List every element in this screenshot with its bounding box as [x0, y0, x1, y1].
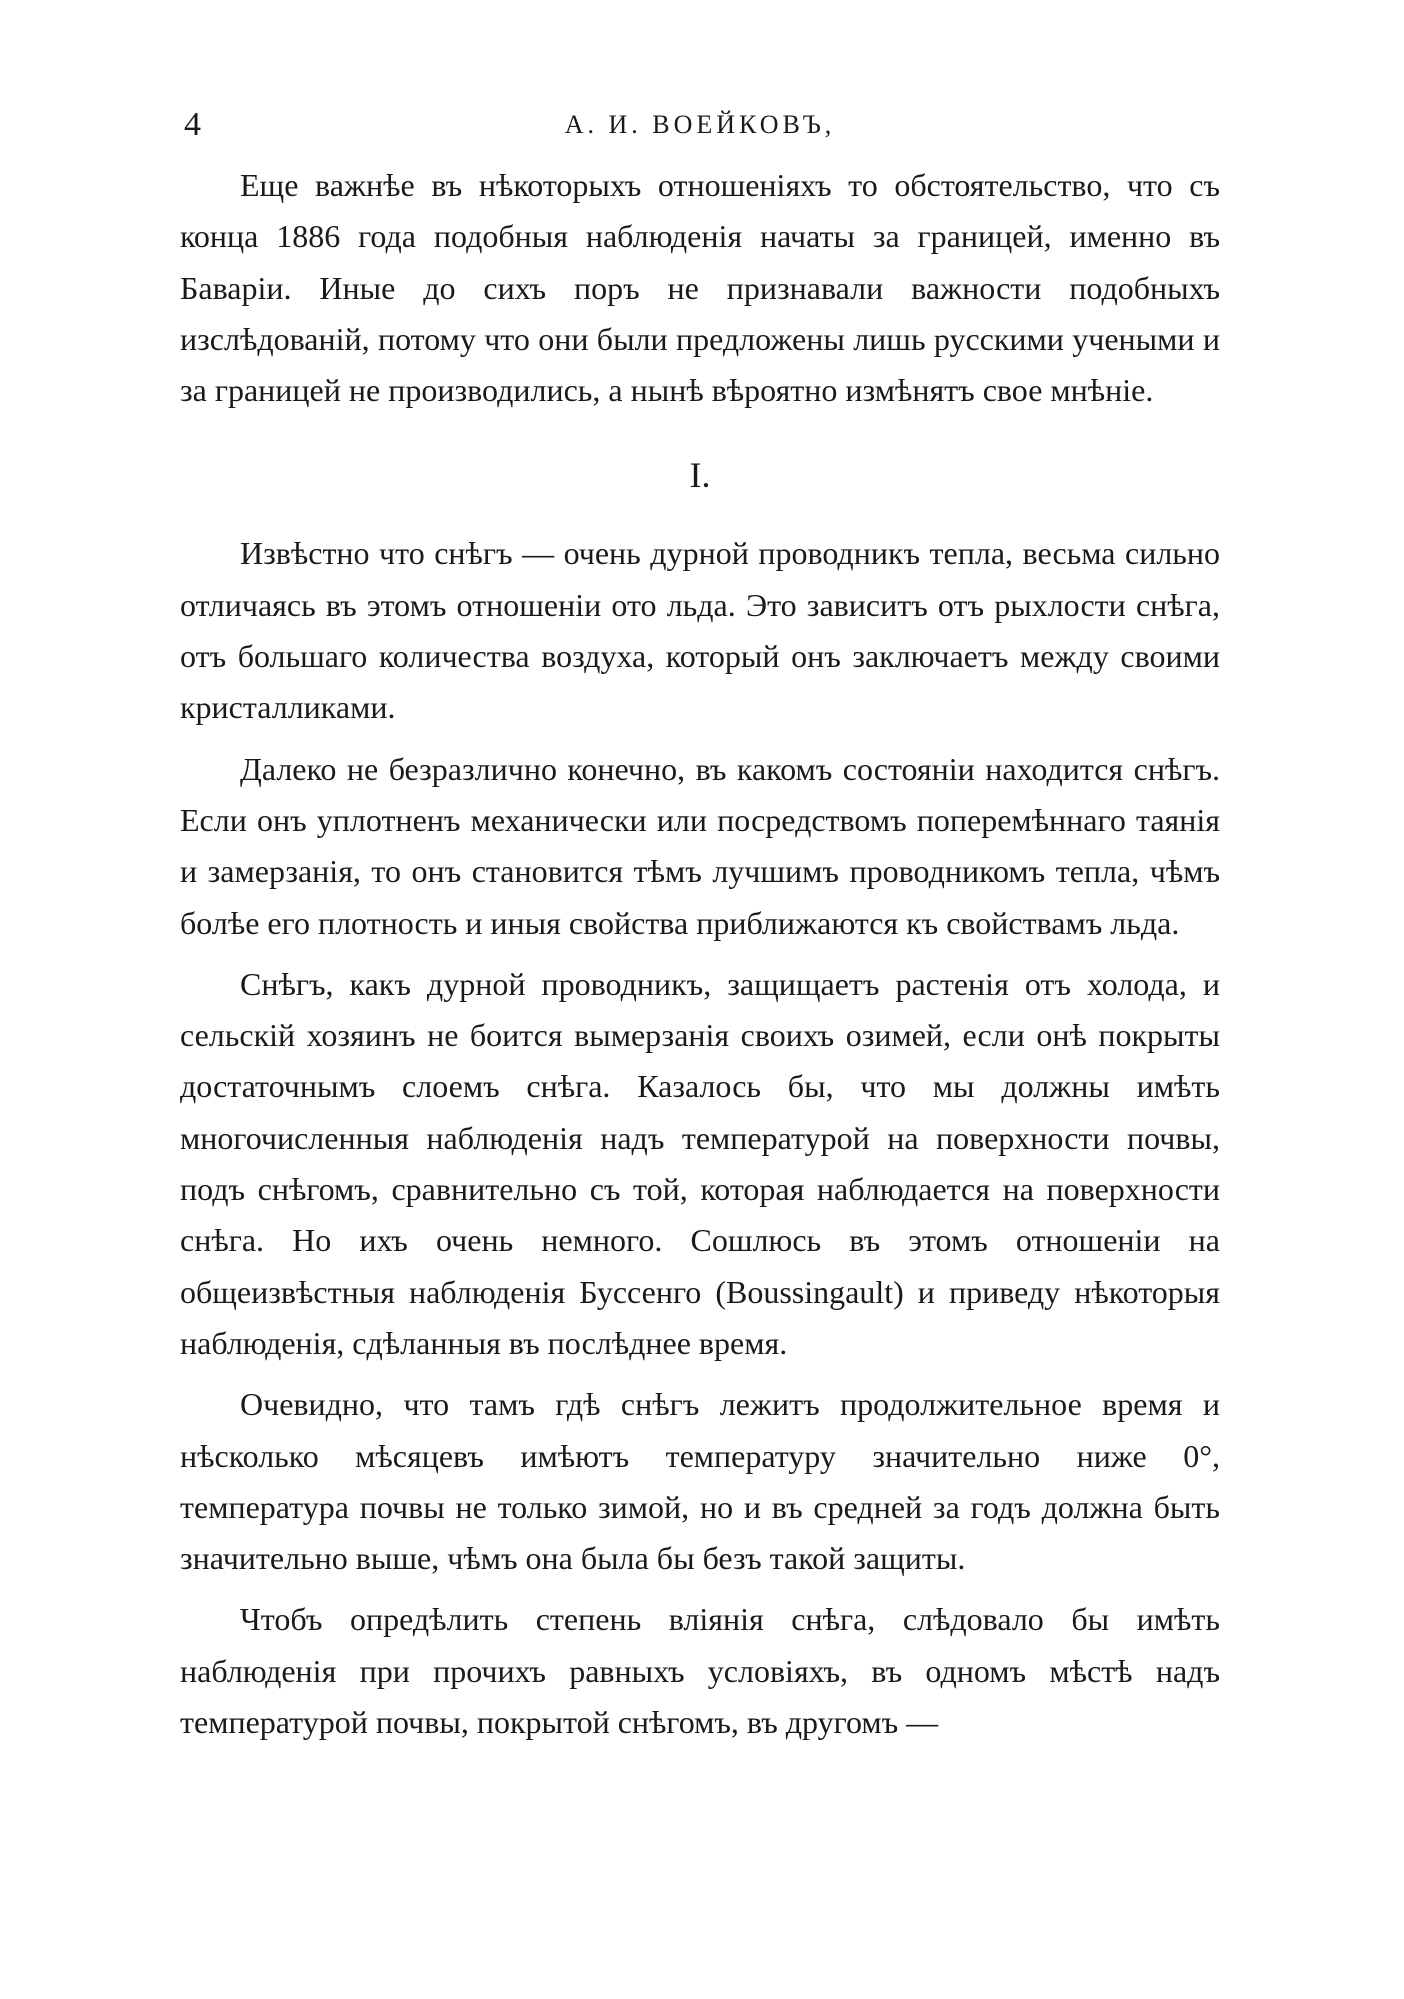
intro-text [180, 160, 1220, 416]
paragraph: Чтобъ опредѣлить степень вліянія снѣга, слѣдовало бы имѣть наблюденія при прочихъ равныхъ условіяхъ, въ одномъ мѣстѣ надъ температурой почвы, покрытой снѣгомъ, въ другомъ — [180, 1601, 1220, 1741]
paragraph: Снѣгъ, какъ дурной проводникъ, защищаетъ растенія отъ холода, и сельскій хозяинъ не боится вымерзанія своихъ озимей, если онѣ покрыты достаточнымъ слоемъ снѣга. Казалось бы, что мы должны имѣть многочисленныя наблюденія надъ температурой на поверхности почвы, подъ снѣгомъ, сравнительно съ той, которая наблюдается на поверхности снѣга. Но ихъ очень немного. Сошлюсь въ этомъ отношеніи на общеизвѣстныя наблюденія Буссенго (Boussingault) и приведу нѣкоторыя наблюденія, сдѣланныя въ послѣднее время. [180, 965, 1220, 1361]
paragraph: Еще важнѣе въ нѣкоторыхъ отношеніяхъ то обстоятельство, что съ конца 1886 года подобныя наблюденія начаты за границей, именно въ Баваріи. Иные до сихъ поръ не признавали важности подобныхъ изслѣдованій, потому что они были предложены лишь русскими учеными и за границей не производились, а нынѣ вѣроятно измѣнятъ свое мнѣніе. [180, 167, 1220, 409]
section-heading: I. [689, 455, 711, 496]
section-text [180, 528, 1220, 1748]
running-head [180, 100, 1220, 160]
paragraph: Извѣстно что снѣгъ — очень дурной проводникъ тепла, весьма сильно отличаясь въ этомъ отношеніи ото льда. Это зависитъ отъ рыхлости снѣга, отъ большаго количества воздуха, который онъ заключаетъ между своими кристалликами. [180, 535, 1220, 726]
book-page [180, 100, 1220, 1758]
running-head-title: А. И. ВОЕЙКОВЪ, [564, 110, 836, 139]
paragraph: Далеко не безразлично конечно, въ какомъ состояніи находится снѣгъ. Если онъ уплотненъ механически или посредствомъ поперемѣннаго таянія и замерзанія, то онъ становится тѣмъ лучшимъ проводникомъ тепла, чѣмъ болѣе его плотность и иныя свойства приближаются къ свойствамъ льда. [180, 750, 1220, 941]
page-number: 4 [184, 106, 201, 143]
paragraph: Очевидно, что тамъ гдѣ снѣгъ лежитъ продолжительное время и нѣсколько мѣсяцевъ имѣютъ температуру значительно ниже 0°, температура почвы не только зимой, но и въ средней за годъ должна быть значительно выше, чѣмъ она была бы безъ такой защиты. [180, 1386, 1220, 1577]
